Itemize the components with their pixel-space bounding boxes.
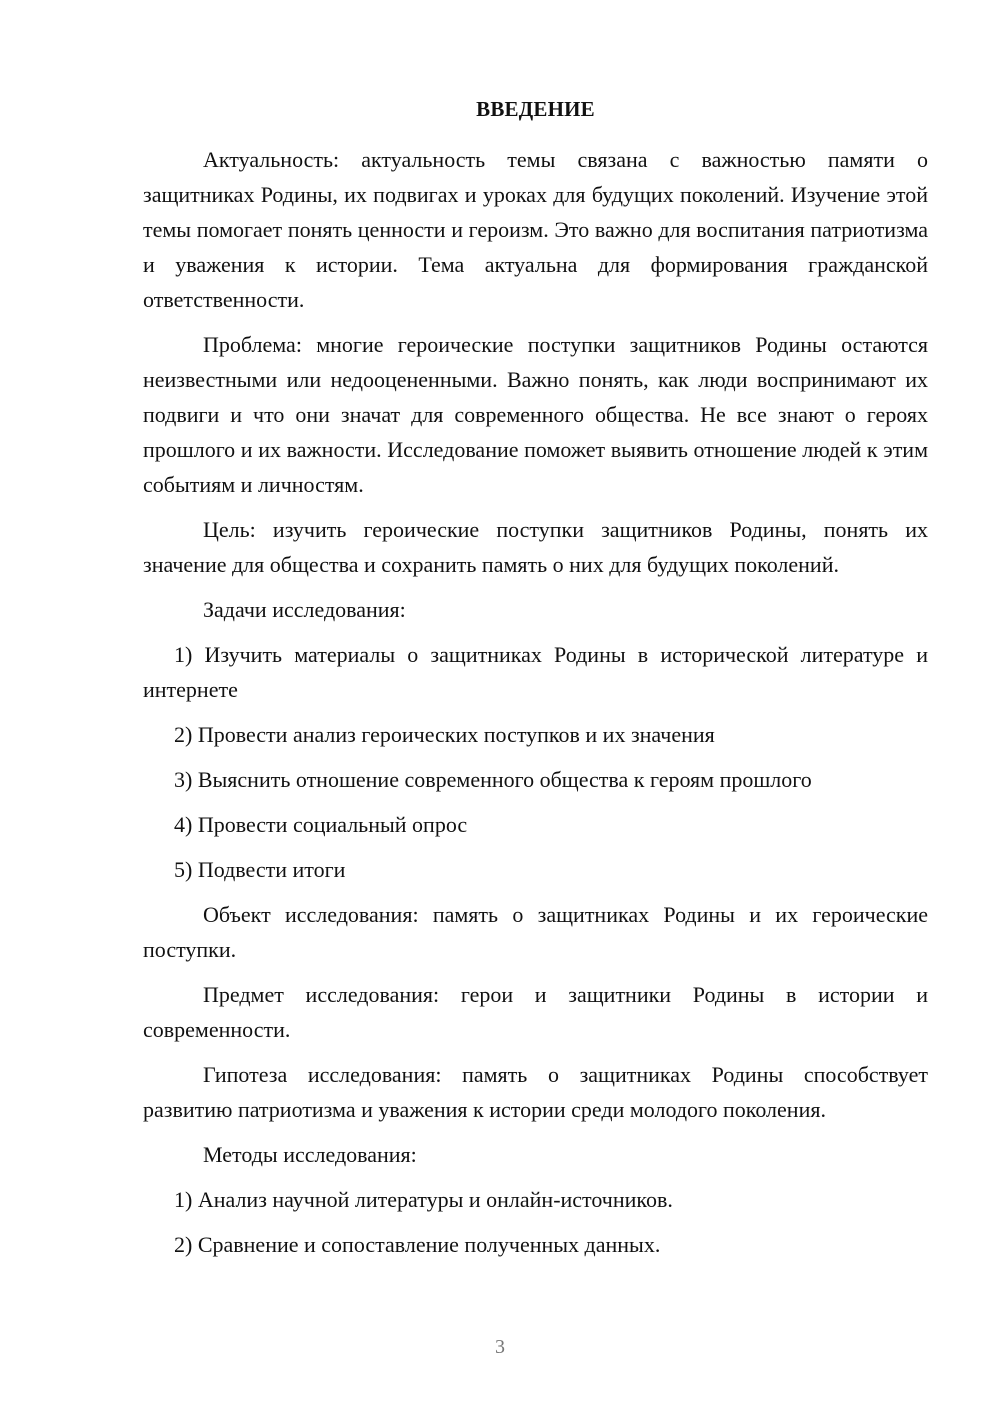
task-item-3: 3) Выяснить отношение современного общества к героям прошлого [174,767,812,792]
problem-paragraph: Проблема: многие героические поступки защитников Родины остаются неизвестными или недооцененными. Важно понять, как люди воспринимают их подвиги и что они значат для современного общества. Не все знают о героях прошлого и их важности. Исследование поможет выявить отношение людей к этим событиям и личностям. [143,332,928,497]
goal-paragraph: Цель: изучить героические поступки защитников Родины, понять их значение для общества и сохранить память о них для будущих поколений. [143,517,928,577]
method-item-2: 2) Сравнение и сопоставление полученных данных. [174,1232,661,1257]
subject-paragraph: Предмет исследования: герои и защитники Родины в истории и современности. [143,982,928,1042]
hypothesis-paragraph: Гипотеза исследования: память о защитниках Родины способствует развитию патриотизма и уважения к истории среди молодого поколения. [143,1062,928,1122]
page-number: 3 [495,1336,505,1358]
task-item-2: 2) Провести анализ героических поступков и их значения [174,722,715,747]
tasks-title: Задачи исследования: [203,597,406,622]
page-content [143,92,928,1272]
task-item-1: 1) Изучить материалы о защитниках Родины в исторической литературе и интернете [143,642,928,702]
tasks-list [143,637,928,887]
object-paragraph: Объект исследования: память о защитниках Родины и их героические поступки. [143,902,928,962]
task-item-5: 5) Подвести итоги [174,857,346,882]
methods-list [143,1182,928,1262]
task-item-4: 4) Провести социальный опрос [174,812,468,837]
section-heading: ВВЕДЕНИЕ [476,97,595,121]
methods-title: Методы исследования: [203,1142,417,1167]
method-item-1: 1) Анализ научной литературы и онлайн-источников. [174,1187,673,1212]
relevance-paragraph: Актуальность: актуальность темы связана с важностью памяти о защитниках Родины, их подвигах и уроках для будущих поколений. Изучение этой темы помогает понять ценности и героизм. Это важно для воспитания патриотизма и уважения к истории. Тема актуальна для формирования гражданской ответственности. [143,147,928,312]
